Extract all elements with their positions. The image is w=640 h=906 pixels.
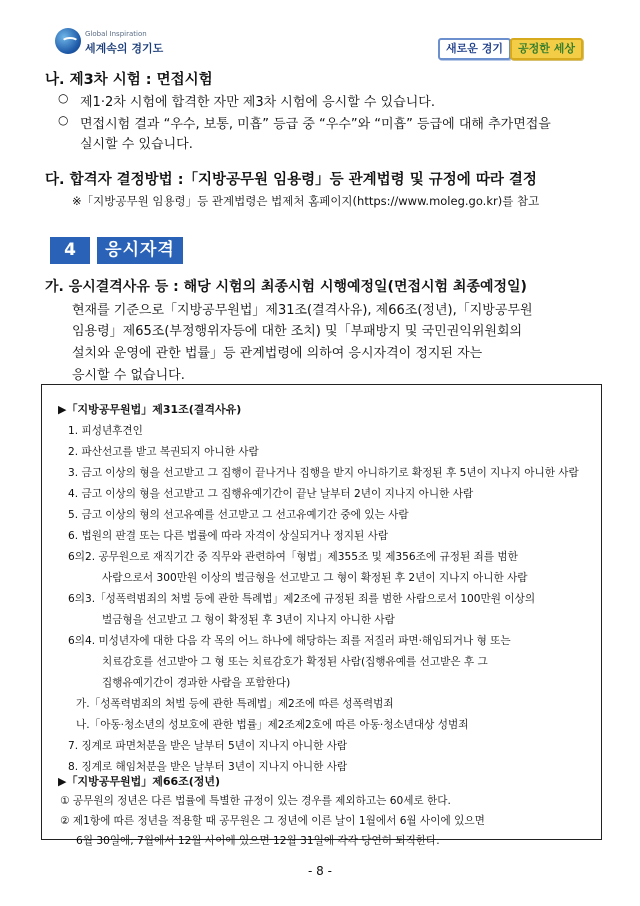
- box-item: ① 공무원의 정년은 다른 법률에 특별한 규정이 있는 경우를 제외하고는 60세로 한다.: [60, 795, 451, 807]
- section-na-title: 나. 제3차 시험 : 면접시험: [45, 72, 213, 88]
- section-title: 응시자격: [97, 237, 183, 264]
- section-na-bullet-2: 면접시험 결과 “우수, 보통, 미흡” 등급 중 “우수”와 “미흡” 등급에 대해 추가면접을: [80, 117, 551, 132]
- box-item: 6의3.「성폭력범죄의 처벌 등에 관한 특례법」제2조에 규정된 죄를 범한 사람으로서 100만원 이상의: [68, 593, 536, 605]
- section-number: 4: [50, 237, 90, 264]
- logo-tagline: Global Inspiration: [85, 30, 147, 38]
- section-da-title: 다. 합격자 결정방법 :「지방공무원 임용령」등 관계법령 및 규정에 따라 결정: [45, 172, 537, 188]
- bullet-circle-icon: ○: [58, 113, 69, 127]
- box-item: ② 제1항에 따른 정년을 적용할 때 공무원은 그 정년에 이른 날이 1월에서 6월 사이에 있으면: [60, 815, 485, 827]
- legal-reference-box: [41, 384, 602, 847]
- section-ga-line-1: 가. 응시결격사유 등 : 해당 시험의 최종시험 시행예정일(면접시험 최종예정일): [45, 279, 527, 295]
- box-item: 4. 금고 이상의 형을 선고받고 그 집행유예기간이 끝난 날부터 2년이 지나지 아니한 사람: [68, 488, 474, 500]
- box-item: 8. 징계로 해임처분을 받은 날부터 3년이 지나지 아니한 사람: [68, 761, 348, 773]
- box-item: 6. 법원의 판결 또는 다른 법률에 따라 자격이 상실되거나 정지된 사람: [68, 530, 389, 542]
- box-item: 5. 금고 이상의 형의 선고유예를 선고받고 그 선고유예기간 중에 있는 사람: [68, 509, 409, 521]
- section-ga-line-2: 현재를 기준으로「지방공무원법」제31조(결격사유), 제66조(정년),「지방공무원: [72, 303, 533, 318]
- section-ga-line-5: 응시할 수 없습니다.: [72, 368, 185, 383]
- bullet-circle-icon: ○: [58, 91, 69, 105]
- gyeonggi-emblem-icon: [55, 28, 81, 54]
- section-na-bullet-1: 제1·2차 시험에 합격한 자만 제3차 시험에 응시할 수 있습니다.: [80, 95, 435, 110]
- box-item: 1. 피성년후견인: [68, 425, 143, 437]
- slogan-new-gyeonggi: 새로운 경기: [438, 38, 511, 60]
- page-number: - 8 -: [308, 864, 332, 878]
- box-subitem: 나.「아동·청소년의 성보호에 관한 법률」제2조제2호에 따른 아동·청소년대상 성범죄: [76, 719, 469, 731]
- section-da-note: ※「지방공무원 임용령」등 관계법령은 법제처 홈페이지(https://www.moleg.go.kr)를 참고: [72, 194, 540, 208]
- gyeonggi-logo: [55, 28, 175, 60]
- box-item-cont: 치료감호를 선고받아 그 형 또는 치료감호가 확정된 사람(집행유예를 선고받은 후 그: [102, 656, 488, 668]
- box-item-cont: 집행유예기간이 경과한 사람을 포함한다): [102, 677, 291, 689]
- box-subitem: 가.「성폭력범죄의 처벌 등에 관한 특례법」제2조에 따른 성폭력범죄: [76, 698, 394, 710]
- box-item-cont: 벌금형을 선고받고 그 형이 확정된 후 3년이 지나지 아니한 사람: [102, 614, 395, 626]
- box-item-cont: 사람으로서 300만원 이상의 벌금형을 선고받고 그 형이 확정된 후 2년이 지나지 아니한 사람: [102, 572, 528, 584]
- section-na-bullet-2-cont: 실시할 수 있습니다.: [80, 137, 193, 152]
- section-ga-line-3: 임용령」제65조(부정행위자등에 대한 조치) 및「부패방지 및 국민권익위원회의: [72, 324, 523, 339]
- box-heading-article-31: ▶「지방공무원법」제31조(결격사유): [58, 403, 242, 416]
- box-item-cont: 6월 30일에, 7월에서 12월 사이에 있으면 12월 31일에 각각 당연히 퇴직한다.: [76, 835, 440, 847]
- slogan-fair-world: 공정한 세상: [510, 38, 583, 60]
- box-item: 6의2. 공무원으로 재직기간 중 직무와 관련하여「형법」제355조 및 제356조에 규정된 죄를 범한: [68, 551, 518, 563]
- section-ga-line-4: 설치와 운영에 관한 법률」등 관계법령에 의하여 응시자격이 정지된 자는: [72, 346, 483, 361]
- box-heading-article-66: ▶「지방공무원법」제66조(정년): [58, 775, 221, 788]
- logo-title: 세계속의 경기도: [85, 42, 164, 55]
- box-item: 6의4. 미성년자에 대한 다음 각 목의 어느 하나에 해당하는 죄를 저질러 파면·해임되거나 형 또는: [68, 635, 511, 647]
- box-item: 7. 징계로 파면처분을 받은 날부터 5년이 지나지 아니한 사람: [68, 740, 348, 752]
- box-item: 3. 금고 이상의 형을 선고받고 그 집행이 끝나거나 집행을 받지 아니하기로 확정된 후 5년이 지나지 아니한 사람: [68, 467, 579, 479]
- box-item: 2. 파산선고를 받고 복권되지 아니한 사람: [68, 446, 259, 458]
